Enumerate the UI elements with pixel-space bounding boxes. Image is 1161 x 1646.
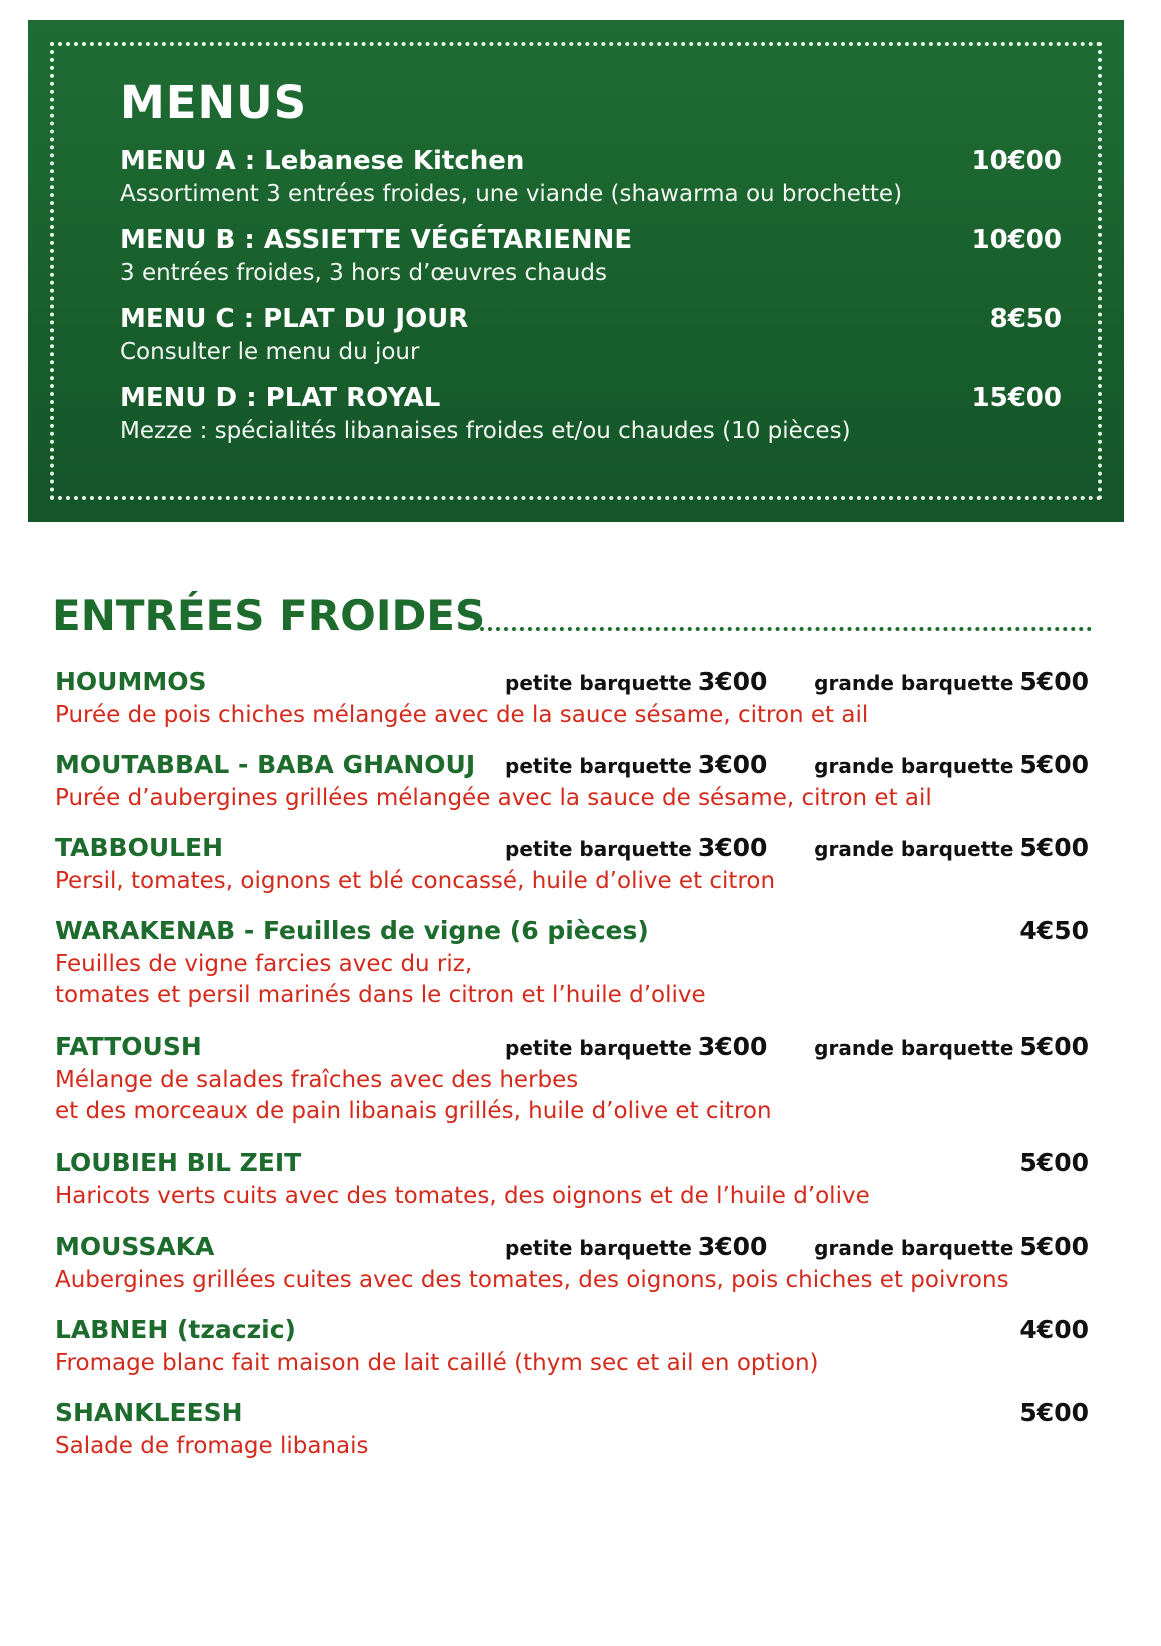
entry-name: HOUMMOS — [55, 667, 207, 696]
menu-item-b — [120, 223, 1062, 289]
menu-item-name: MENU D : PLAT ROYAL — [120, 383, 441, 413]
entry-name: WARAKENAB - Feuilles de vigne (6 pièces) — [55, 916, 649, 945]
entry-labneh — [55, 1312, 1089, 1379]
large-price-label: grande barquette — [814, 671, 1014, 695]
small-price — [505, 1029, 767, 1068]
menu-item-c — [120, 302, 1062, 368]
entry-description: Fromage blanc fait maison de lait caillé (thym sec et ail en option) — [55, 1350, 819, 1376]
entry-warakenab — [55, 913, 1089, 1011]
large-price-label: grande barquette — [814, 837, 1014, 861]
small-price-label: petite barquette — [505, 671, 692, 695]
menus-box — [28, 20, 1124, 522]
entry-name: LOUBIEH BIL ZEIT — [55, 1148, 302, 1177]
entry-description: Feuilles de vigne farcies avec du riz, — [55, 951, 473, 977]
entry-shankleesh — [55, 1395, 1089, 1462]
small-price-value: 3€00 — [697, 833, 768, 862]
entry-name: TABBOULEH — [55, 833, 224, 862]
large-price — [814, 664, 1089, 703]
entry-name: MOUSSAKA — [55, 1232, 215, 1261]
entrees-title: ENTRÉES FROIDES — [52, 591, 486, 640]
entry-moussaka — [55, 1229, 1089, 1296]
menu-item-price: 10€00 — [971, 146, 1062, 176]
menu-item-description: Assortiment 3 entrées froides, une viande (shawarma ou brochette) — [120, 181, 903, 207]
entry-description: Persil, tomates, oignons et blé concassé, huile d’olive et citron — [55, 868, 776, 894]
menu-item-d — [120, 381, 1062, 447]
large-price — [814, 1229, 1089, 1268]
large-price-value: 5€00 — [1019, 667, 1089, 696]
large-price-label: grande barquette — [814, 1236, 1014, 1260]
entry-description: Purée de pois chiches mélangée avec de la sauce sésame, citron et ail — [55, 702, 869, 728]
small-price-label: petite barquette — [505, 1036, 692, 1060]
entry-description: Aubergines grillées cuites avec des tomates, des oignons, pois chiches et poivrons — [55, 1267, 1009, 1293]
menu-item-description: Mezze : spécialités libanaises froides et/ou chaudes (10 pièces) — [120, 418, 851, 444]
entry-tabbouleh — [55, 830, 1089, 897]
entry-description: Haricots verts cuits avec des tomates, des oignons et de l’huile d’olive — [55, 1183, 870, 1209]
entry-description-line2: tomates et persil marinés dans le citron et l’huile d’olive — [55, 982, 706, 1008]
menu-item-price: 8€50 — [989, 304, 1062, 334]
small-price — [505, 1229, 767, 1268]
small-price — [505, 664, 767, 703]
entry-name: LABNEH (tzaczic) — [55, 1315, 296, 1344]
large-price — [814, 747, 1089, 786]
entry-price: 5€00 — [1019, 1398, 1089, 1427]
large-price-value: 5€00 — [1019, 1232, 1089, 1261]
entry-price: 4€50 — [1019, 916, 1089, 945]
large-price-label: grande barquette — [814, 754, 1014, 778]
large-price-value: 5€00 — [1019, 833, 1089, 862]
small-price — [505, 830, 767, 869]
large-price-value: 5€00 — [1019, 1032, 1089, 1061]
entry-description-line2: et des morceaux de pain libanais grillés, huile d’olive et citron — [55, 1098, 772, 1124]
entry-description: Salade de fromage libanais — [55, 1433, 369, 1459]
menu-item-name: MENU B : ASSIETTE VÉGÉTARIENNE — [120, 225, 633, 255]
small-price-value: 3€00 — [697, 750, 768, 779]
entrees-title-dotted-leader — [480, 627, 1092, 631]
small-price-label: petite barquette — [505, 754, 692, 778]
small-price-label: petite barquette — [505, 837, 692, 861]
small-price-value: 3€00 — [697, 1032, 768, 1061]
entry-name: FATTOUSH — [55, 1032, 202, 1061]
menu-item-a — [120, 144, 1062, 210]
menu-item-name: MENU C : PLAT DU JOUR — [120, 304, 469, 334]
entry-loubieh — [55, 1145, 1089, 1212]
small-price-value: 3€00 — [697, 1232, 768, 1261]
large-price — [814, 830, 1089, 869]
entry-moutabbal — [55, 747, 1089, 814]
entry-fattoush — [55, 1029, 1089, 1127]
large-price-label: grande barquette — [814, 1036, 1014, 1060]
menu-item-price: 10€00 — [971, 225, 1062, 255]
menus-title: MENUS — [120, 76, 308, 129]
entry-price: 4€00 — [1019, 1315, 1089, 1344]
small-price-label: petite barquette — [505, 1236, 692, 1260]
menu-item-description: Consulter le menu du jour — [120, 339, 420, 365]
menu-item-name: MENU A : Lebanese Kitchen — [120, 146, 525, 176]
entry-description: Purée d’aubergines grillées mélangée avec la sauce de sésame, citron et ail — [55, 785, 932, 811]
large-price-value: 5€00 — [1019, 750, 1089, 779]
entry-name: SHANKLEESH — [55, 1398, 243, 1427]
entry-name: MOUTABBAL - BABA GHANOUJ — [55, 750, 476, 779]
small-price-value: 3€00 — [697, 667, 768, 696]
menu-item-description: 3 entrées froides, 3 hors d’œuvres chauds — [120, 260, 607, 286]
entrees-heading-row — [52, 590, 1092, 650]
entry-hoummos — [55, 664, 1089, 731]
entry-price: 5€00 — [1019, 1148, 1089, 1177]
small-price — [505, 747, 767, 786]
menu-item-price: 15€00 — [971, 383, 1062, 413]
entry-description: Mélange de salades fraîches avec des herbes — [55, 1067, 579, 1093]
large-price — [814, 1029, 1089, 1068]
